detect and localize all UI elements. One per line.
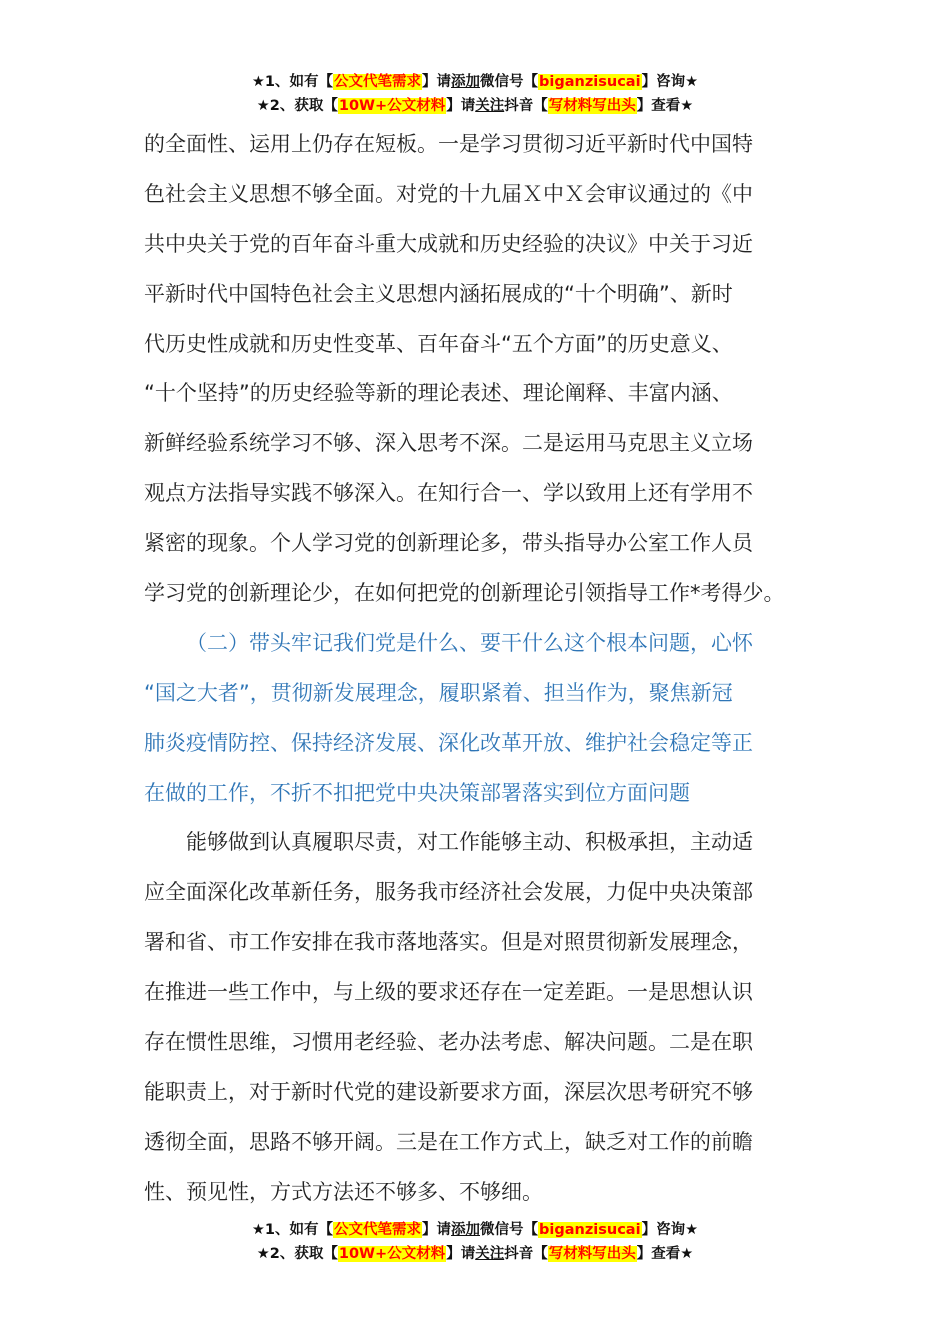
highlight-label: 10W+公文材料 [338,1246,446,1262]
footer-banner [0,1218,950,1266]
emphasis-text: 关注 [475,1246,505,1262]
heading-line: “国之大者”，贯彻新发展理念，履职紧着、担当作为，聚焦新冠 [144,680,733,705]
banner-text: ★2、获取【 [256,1246,338,1262]
text-line: 署和省、市工作安排在我市落地落实。但是对照贯彻新发展理念， [144,930,753,955]
highlight-label: 公文代笔需求 [334,1222,422,1238]
banner-text: ★1、如有【 [251,74,334,90]
text-line: “十个坚持”的历史经验等新的理论表述、理论阐释、丰富内涵、 [144,381,733,406]
highlight-label: 公文代笔需求 [334,74,422,90]
text-line: 能职责上，对于新时代党的建设新要求方面，深层次思考研究不够 [144,1079,753,1104]
section-heading-2 [144,619,812,819]
banner-text: ★2、获取【 [256,98,338,114]
banner-text: 】请 [446,1246,476,1262]
highlight-label: biganzisucai [539,74,641,90]
text-line: 观点方法指导实践不够深入。在知行合一、学以致用上还有学用不 [144,481,753,506]
banner-text: 】查看★ [636,98,694,114]
banner-text: 抖音【 [504,98,548,114]
text-line: 透彻全面，思路不够开阔。三是在工作方式上，缺乏对工作的前瞻 [144,1129,753,1154]
paragraph-2 [144,818,812,1217]
banner-text: 微信号【 [480,74,539,90]
text-line: 紧密的现象。个人学习党的创新理论多，带头指导办公室工作人员 [144,531,753,556]
heading-line: （二）带头牢记我们党是什么、要干什么这个根本问题，心怀 [186,630,753,655]
heading-line: 肺炎疫情防控、保持经济发展、深化改革开放、维护社会稳定等正 [144,730,753,755]
text-line: 色社会主义思想不够全面。对党的十九届Ｘ中Ｘ会审议通过的《中 [144,181,753,206]
banner-text: ★1、如有【 [251,1222,334,1238]
text-line: 学习党的创新理论少，在如何把党的创新理论引领指导工作*考得少。 [144,581,785,606]
text-line: 平新时代中国特色社会主义思想内涵拓展成的“十个明确”、新时 [144,281,733,306]
text-line: 的全面性、运用上仍存在短板。一是学习贯彻习近平新时代中国特 [144,132,753,156]
highlight-label: biganzisucai [539,1222,641,1238]
emphasis-text: 添加 [451,74,481,90]
banner-line-2 [0,94,950,118]
text-line: 代历史性成就和历史性变革、百年奋斗“五个方面”的历史意义、 [144,331,733,356]
banner-text: 抖音【 [504,1246,548,1262]
emphasis-text: 关注 [475,98,505,114]
text-line: 新鲜经验系统学习不够、深入思考不深。二是运用马克思主义立场 [144,431,753,456]
text-line: 存在惯性思维，习惯用老经验、老办法考虑、解决问题。二是在职 [144,1030,753,1055]
heading-line: 在做的工作，不折不扣把党中央决策部署落实到位方面问题 [144,780,690,805]
text-line: 共中央关于党的百年奋斗重大成就和历史经验的决议》中关于习近 [144,231,753,256]
emphasis-text: 添加 [451,1222,481,1238]
banner-text: 】请 [446,98,476,114]
banner-text: 】咨询★ [641,74,699,90]
highlight-label: 写材料写出头 [548,98,636,114]
banner-text: 】咨询★ [641,1222,699,1238]
banner-text: 】查看★ [636,1246,694,1262]
banner-text: 】请 [422,1222,452,1238]
banner-text: 微信号【 [480,1222,539,1238]
banner-line-1 [0,70,950,94]
header-banner [0,70,950,118]
text-line: 能够做到认真履职尽责，对工作能够主动、积极承担，主动适 [186,830,753,855]
highlight-label: 10W+公文材料 [338,98,446,114]
text-line: 性、预见性，方式方法还不够多、不够细。 [144,1179,543,1204]
banner-line-2 [0,1242,950,1266]
highlight-label: 写材料写出头 [548,1246,636,1262]
paragraph-1 [144,120,812,619]
banner-text: 】请 [422,74,452,90]
document-body [144,120,812,1218]
text-line: 在推进一些工作中，与上级的要求还存在一定差距。一是思想认识 [144,980,753,1005]
banner-line-1 [0,1218,950,1242]
text-line: 应全面深化改革新任务，服务我市经济社会发展，力促中央决策部 [144,880,753,905]
